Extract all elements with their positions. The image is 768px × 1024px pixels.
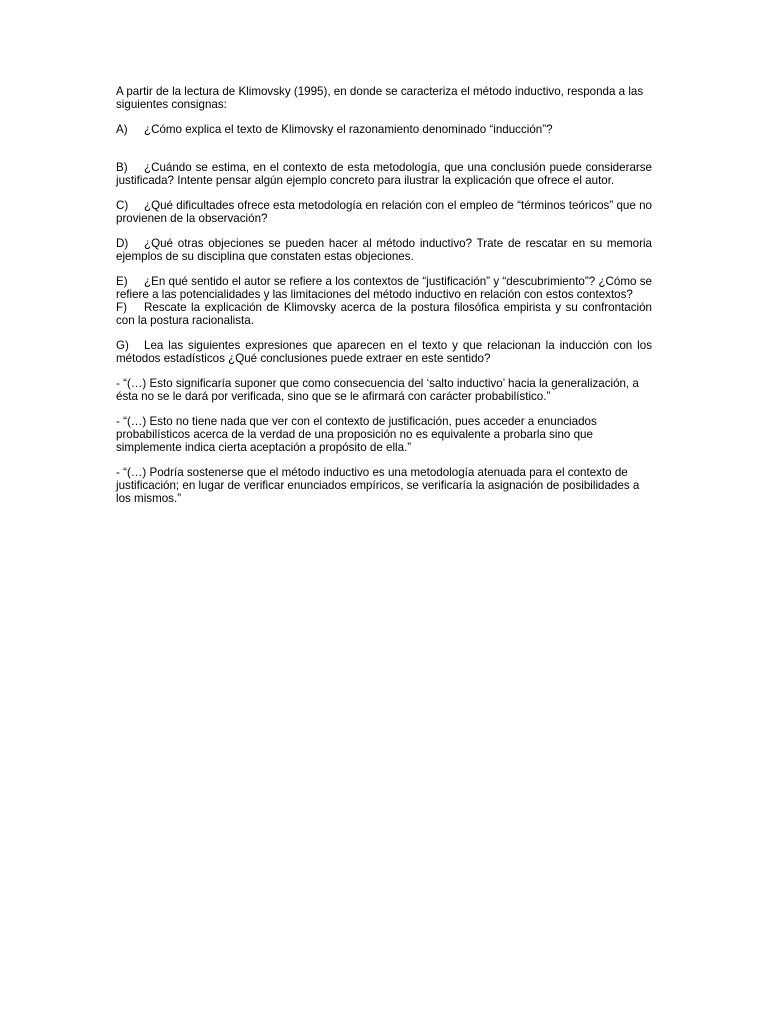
question-label: B) bbox=[116, 161, 128, 174]
quote-1: - “(…) Esto significaría suponer que como consecuencia del ‘salto inductivo’ hacia la generalización, a ésta no se le dará por verificada, sino que se le afirmará con carácter probabilístico.” bbox=[116, 377, 639, 403]
question-label: F) bbox=[116, 301, 127, 314]
question-d bbox=[116, 237, 652, 263]
document-page bbox=[116, 85, 652, 517]
question-text: Rescate la explicación de Klimovsky acerca de la postura filosófica empirista y su confrontación con la postura racionalista. bbox=[116, 301, 652, 327]
question-label: C) bbox=[116, 199, 129, 212]
question-text: Lea las siguientes expresiones que aparecen en el texto y que relacionan la inducción con los métodos estadísticos ¿Qué conclusiones puede extraer en este sentido? bbox=[116, 339, 652, 365]
question-label: D) bbox=[116, 237, 129, 250]
question-g bbox=[116, 339, 652, 365]
question-text: ¿Cuándo se estima, en el contexto de esta metodología, que una conclusión puede considerarse justificada? Intente pensar algún ejemplo concreto para ilustrar la explicación que ofrece el autor. bbox=[116, 161, 652, 187]
question-text: ¿Qué dificultades ofrece esta metodología en relación con el empleo de “términos teóricos” que no provienen de la observación? bbox=[116, 199, 652, 225]
intro-paragraph: A partir de la lectura de Klimovsky (1995), en donde se caracteriza el método inductivo, responda a las siguientes consignas: bbox=[116, 85, 644, 111]
question-b bbox=[116, 161, 652, 187]
question-a bbox=[116, 123, 652, 136]
question-f bbox=[116, 301, 652, 327]
question-text: ¿En qué sentido el autor se refiere a los contextos de “justificación” y “descubrimiento”? ¿Cómo se refiere a las potencialidades y las limitaciones del método inductivo en relación con estos contextos? bbox=[116, 275, 652, 301]
question-text: ¿Qué otras objeciones se pueden hacer al método inductivo? Trate de rescatar en su memoria ejemplos de su disciplina que constaten estas objeciones. bbox=[116, 237, 652, 263]
question-label: E) bbox=[116, 275, 128, 288]
quote-3: - “(…) Podría sostenerse que el método inductivo es una metodología atenuada para el contexto de justificación; en lugar de verificar enunciados empíricos, se verificaría la asignación de posibilidades a los mismos.” bbox=[116, 466, 640, 505]
question-text: ¿Cómo explica el texto de Klimovsky el razonamiento denominado “inducción”? bbox=[144, 123, 553, 136]
question-label: G) bbox=[116, 339, 129, 352]
quote-2: - “(…) Esto no tiene nada que ver con el contexto de justificación, pues acceder a enunciados probabilísticos acerca de la verdad de una proposición no es equivalente a probarla sino que simplemente indica cierta aceptación a propósito de ella.” bbox=[116, 415, 597, 454]
question-label: A) bbox=[116, 123, 128, 136]
question-c bbox=[116, 199, 652, 225]
question-e bbox=[116, 275, 652, 301]
